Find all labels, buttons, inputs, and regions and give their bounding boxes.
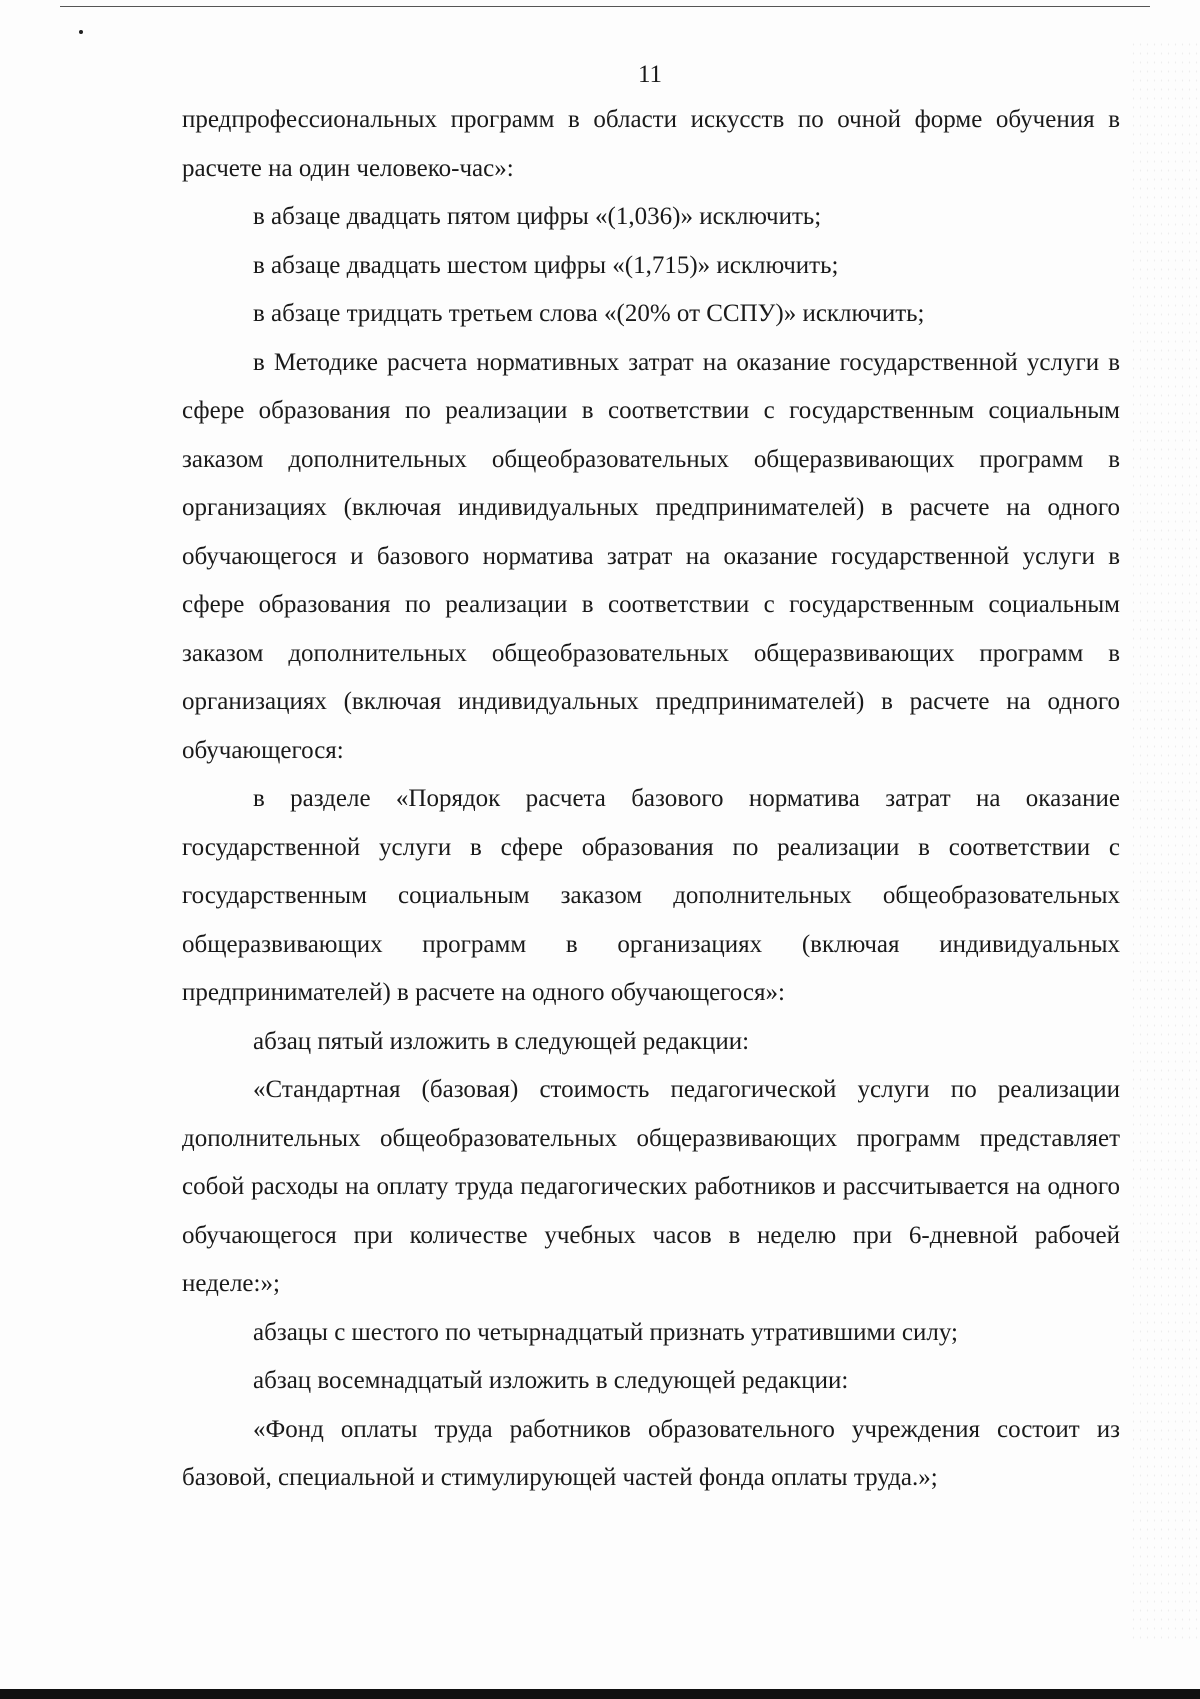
page-number: 11 (637, 61, 663, 88)
paragraph: абзац пятый изложить в следующей редакции: (253, 1027, 750, 1055)
paragraph: в Методике расчета нормативных затрат на оказание государственной услуги в сфере образования по реализации в соответствии с государственным социальным заказом дополнительных общеобразовательных общеразвивающих программ в организациях (включая индивидуальных предпринимателей) в расчете на одного обучающегося и базового норматива затрат на оказание государственной услуги в сфере образования по реализации в соответствии с государственным социальным заказом дополнительных общеобразовательных общеразвивающих программ в организациях (включая индивидуальных предпринимателей) в расчете на одного обучающегося: (182, 348, 1120, 764)
paragraph: в разделе «Порядок расчета базового норматива затрат на оказание государственной услуги в сфере образования по реализации в соответствии с государственным социальным заказом дополнительных общеобразовательных общеразвивающих программ в организациях (включая индивидуальных предпринимателей) в расчете на одного обучающегося»: (182, 785, 1120, 1006)
scan-noise (1130, 40, 1200, 1640)
paragraph: «Стандартная (базовая) стоимость педагогической услуги по реализации дополнительных общеобразовательных общеразвивающих программ представляет собой расходы на оплату труда педагогических работников и рассчитывается на одного обучающегося при количестве учебных часов в неделю при 6-дневной рабочей неделе:»; (182, 1076, 1120, 1297)
paragraph: абзацы с шестого по четырнадцатый признать утратившими силу; (253, 1318, 958, 1346)
paragraph: «Фонд оплаты труда работников образовательного учреждения состоит из базовой, специальной и стимулирующей частей фонда оплаты труда.»; (182, 1415, 1120, 1491)
scan-speck (79, 30, 83, 34)
paragraph: в абзаце двадцать шестом цифры «(1,715)» исключить; (253, 251, 839, 279)
paragraph-continuation: предпрофессиональных программ в области искусств по очной форме обучения в расчете на один человеко-час»: (182, 106, 1120, 182)
document-body (182, 96, 1120, 1503)
paragraph: в абзаце двадцать пятом цифры «(1,036)» исключить; (253, 203, 822, 230)
top-rule (60, 6, 1150, 7)
paragraph: абзац восемнадцатый изложить в следующей редакции: (253, 1367, 849, 1394)
bottom-scan-edge (0, 1689, 1200, 1699)
paragraph: в абзаце тридцать третьем слова «(20% от ССПУ)» исключить; (253, 300, 925, 327)
